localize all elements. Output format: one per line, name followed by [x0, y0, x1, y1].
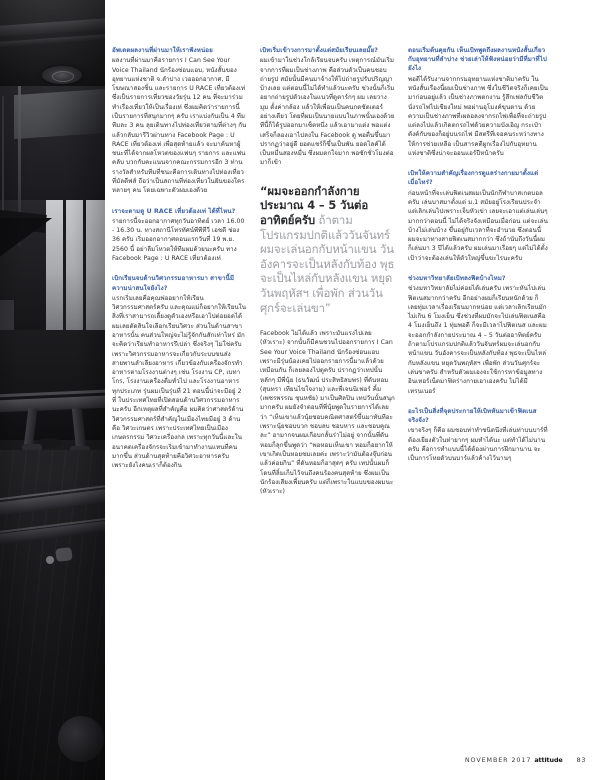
qa-block — [408, 407, 548, 464]
footer-magazine-brand: attitude — [534, 756, 563, 764]
question-heading: เบิทให้ความสำคัญเรื่องการดูแลร่างกายมาตั้งแต่เมื่อไหร่? — [408, 170, 539, 187]
question-heading: เบิกเรียนจบด้านวิศวกรรมอาหารมา สาขานี้มีความน่าสนใจยังไง? — [112, 275, 235, 292]
answer-paragraph: แรกเริ่มเลยคือคุณพ่ออยากให้เรียนวิศวกรรมศาสตร์ครับ และคุณแม่ก็อยากให้เรียนในสิ่งที่เราสามารถเลี้ยงดูตัวเองหรือเอาไปต่อยอดได้ ผมเลยตัดสินใจเลือกเรียนวิศวะ ส่วนในด้านสาขาอาหารนั้น คนส่วนใหญ่จะไม่รู้จักกันสักเท่าไหร่ มักจะคิดว่าเรียนทำอาหารรึเปล่า ซึ่งจริงๆ ไม่ใช่ครับ เพราะวิศวกรรมอาหารจะเกี่ยวกับระบบขนส่งสายพานลำเลียงอาหาร เกี่ยวข้องกับเครื่องจักรทำอาหารตามโรงงานต่างๆ เช่น โรงงาน CP, เบทาโกร, โรงงานเครื่องดื่มทั่วไป และโรงงานอาหารทุกประเภท รุ่นผมเป็นรุ่นที่ 21 ตอนนี้น่าจะมีอยู่ 2 ที่ ในประเทศไทยที่เปิดสอนด้านวิศวกรรมอาหารนะครับ อีกเหตุผลที่สำคัญคือ ผมคิดว่าศาสตร์ด้านวิศวกรรมศาสตร์ที่สำคัญในเมืองไทยมีอยู่ 3 ด้าน คือ วิศวะเกษตร เพราะประเทศไทยเป็นเมืองเกษตรกรรม วิศวะเครื่องกล เพราะทุกวันนี้และในอนาคตเครื่องจักรจะเริ่มเข้ามาทำงานแทนที่คนมากขึ้น ส่วนด้านสุดท้ายคือวิศวะอาหารครับ เพราะยังไงคนเราก็ต้องกิน — [112, 294, 247, 470]
photo-vignette — [0, 0, 105, 780]
answer-paragraph: เขาจริงๆ ก็คือ ผมชอบท่าทำชนิดนึงที่เล่นท่าบนบาร์ที่ต้องเยี่ยงตัวในท่ายากๆ ผมทำได้นะ แต่ทำได้ไม่นานครับ คือการทำแบบนี้ได้ต้องผ่านการฝึกมานาน จะเป็นการโหยตัวบนบาร์แล้วค้างไว้นานๆ — [408, 427, 548, 463]
question-heading: เราจะตามดู U RACE เที่ยวต้องเท่ ได้ที่ไหน? — [112, 207, 236, 215]
question-heading: ตอนเริ่มต้นคุยกัน เห็นเบิทพูดถึงผลงานหนังสั้นเกี่ยวกับอุทยานที่ลำปาง ช่วยเล่าให้ฟังหน่อยว่ามีที่มาที่ไปยังไง — [408, 47, 547, 73]
gym-interior-photo — [0, 0, 105, 780]
article-column-1 — [112, 46, 247, 481]
question-heading: เบิทเริ่มเข้าวงการมาตั้งแต่สมัยเรียนเลยมั๊ย? — [260, 47, 378, 54]
qa-block — [408, 274, 548, 396]
qa-block — [260, 329, 395, 496]
question-heading: อะไรเป็นสิ่งที่จุดประกายให้เบิทหันมาเข้าฟิตเนสจริงจัง? — [408, 407, 537, 425]
answer-paragraph: ผลงานที่ผ่านมาคือรายการ I Can See Your Voice Thailand นักร้องซ่อนแอบ, หนังสั้นของอุทยานแห่งชาติ จ.ลำปาง เวอออกอากาศ, มีโฆษณาสองชิ้น และรายการ U RACE เที่ยวต้องเท่ ซึ่งเป็นรายการเที่ยวของวัยรุ่น 12 คน ที่จะมาร่วมทำเรื่องเที่ยวให้เป็นเรื่องเท่ ซึ่งผมคิดว่ารายการนี้เป็นรายการที่สนุกมากๆ ครับ เราแบ่งกันเป็น 4 ทีม ทีมละ 3 คน ลุยเดินทางไปท่องเที่ยวตามที่ต่างๆ กัน แล้วกลับมารีวิวผ่านทาง Facebook Page : U RACE เที่ยวต้องเท่ เพื่อสุดท้ายแล้ว จะมาค้นหาผู้ชนะที่ได้จากผลโหวตของแฟนๆ รายการ และแฟนคลับ บวกกับคะแนนจากคณะกรรมการอีก 3 ท่าน รางวัลสำหรับทีมที่ชนะคือการเดินทางไปท่องเที่ยวที่มัลดีฟส์ ถือว่าเป็นสถานที่ท่องเที่ยวในฝันของใครหลายๆ คน โดยเฉพาะตัวผมเองด้วย — [112, 57, 247, 195]
answer-paragraph: Facebook ไม่ได้แล้ว เพราะมันแรงไปเลย (หัวเราะ) จากนั้นก็มีคนชวนไปออกรายการ I Can See Your Voice Thailand นักร้องซ่อนแอบ เพราะมีรุ่นน้องเคยไปออกรายการนี้มาแล้วด้วยเหมือนกัน ก็เลยลองไปดูครับ ปรากฏว่าเทปนั้นหลักๆ มีพี่นุ้ย (ธนวัฒน์ ประสิทธิสมพร) ที่ดันหอม (สุนทรา เทียนไขใจงาม) และพี่เจนนิเฟอร์ คิ้ม (เพชรพรรณ ชุนหชัย) มาเป็นศิลปิน เทปวันนั้นสนุกมากครับ ผมยังจำตอนที่พี่นุ้ยพูดในรายการได้เลยว่า “เห็นเขาแล้วนุ้ยชอบคณิตศาสตร์ขึ้นมาทันทีอะ เพราะนุ้ยชอบบวก ชอบลบ ชอบหาร และชอบคูณละ” ฮามากจนผมเกือบกลั้นร่าไม่อยู่ จากนั้นพี่ดันหอมก็ลุกขึ้นพูดว่า “พอหอมเห็นเขา หอมก็อยากให้เขาเกิดเป็นหอยชมเลยค่ะ เพราะว่ามันต้องจุ๊บก่อนแล้วค่อยกิน” ที่ดันหอมก็ฮาสุดๆ ครับ เทปนั้นผมก็โดนที่ลิ้มเก็บไว้จนถึงคนร้องคนสุดท้าย ซึ่งผมเป็นนักร้องเสียงเพี้ยนครับ แต่ก็เพราะในแบบของผมนะ (หัวเราะ) — [260, 330, 395, 496]
question-heading: ช่วงมหาวิทยาลัยเบิทลงฟิตบ้างไหม? — [408, 275, 506, 283]
qa-block — [112, 207, 247, 264]
article-column-3 — [408, 46, 548, 474]
answer-paragraph: ผมเข้ามาในช่วงใกล้เรียนจบครับ เหตุการณ์มันเริ่มจากการที่ผมเป็นช่างภาพ คือส่วนตัวเป็นคนชอบถ่ายรูป สมัยนั้นมีคนมาจ้างให้ไปถ่ายรูปรับปริญญาบ้างเลย แต่ตอนนี้ไม่ได้ทำแล้วนะครับ ช่วงนั้นก็เริ่มอยากถ่ายรูปตัวเองในแนวที่ดูตาร์กๆ ผม เลยวางมุม ตั้งค่ากล้อง แล้วให้เพื่อนเป็นคนกดชัตเตอร์อย่างเดียว โดยที่ผมเป็นนายแบบในภาพนั้นเองด้วย ทีนี้ก็ได้รูปออกมาเซ็ตหนึ่ง แล้วเอามาแต่ง พอแต่งเสร็จก็ลองเอาไปลงใน Facebook ดู พอตื่นขึ้นมาปรากฏว่าอยู่ดี ยอดแชร์ก็ขึ้นเป็นพัน ยอดไลค์ได้เป็นหมื่นสองหมื่น ซึ่งผมตกใจมาก พอซักชั่วโมงต่อมาก็เข้า — [260, 57, 395, 167]
answer-paragraph: ก่อนหน้าที่จะเล่นฟิตเนสผมเป็นนักกีฬาบาสเกตบอลครับ เล่นบาสมาตั้งแต่ ม.1 สมัยอยู่โรงเรียนประจำ แต่เลิกเล่นไปเพราะเจ็บหัวเข่า เลยจะเอาแต่เล่นเล่นๆ มากกว่าตอนนี้ ไม่ได้จริงจังเหมือนเมื่อก่อน แต่จะเล่นบ้างไม่เล่นบ้าง ขึ้นอยู่กับเวลาที่จะอำนวย ซึ่งตอนนี้ผมจะมาทางสายฟิตเนสมากกว่า ซึ่งถ้านับถึงวันนี้ผมก็เล่นมา 3 ปีได้แล้วครับ ผมเล่นมาเรื่อยๆ แต่ไม่ได้ตั้งเป้าว่าจะต้องเล่นให้ตัวใหญ่ขึ้นขะไรนะครับ — [408, 189, 548, 262]
answer-paragraph: ช่วงมหาวิทยาลัยไม่ค่อยได้เล่นครับ เพราะหันไปเล่นฟิตเนสมากกว่าครับ อีกอย่างผมก็เรียนหนักด้วย ก็เลยทุ่มเวลาเรื่องเรียนมากหน่อย แต่เวลาเลิกเรียนมักไม่เกิน 6 โมงเย็น ซึ่งช่วงที่ผมมักจะไปเล่นฟิตเนสคือ 4 โมงเย็นถึง 1 ทุ่มพอดี ก็จะมีเวลาไปฟิตเนส และผมจะออกกำลังกายประมาณ 4 – 5 วันต่ออาทิตย์ครับ ถ้าตามโปรแกรมปกติแล้ววันจันทร์ผมจะเล่นอกกับหน้าแขน วันอังคารจะเป็นหลังกับท้อง พุธจะเป็นไหล่กับหลังแขน หยุดวันพฤหัสฯ เพื่อพัก ส่วนวันศุกร์จะเล่นขาครับ สำหรับตัวผมเองจะใช้การหาข้อมูลทางอินเทอร์เน็ตมาฟิตร่างกายเอาเองครับ ไม่ได้มีเทรนเนอร์ — [408, 285, 547, 395]
article-body — [112, 46, 582, 746]
footer-page-number: 83 — [576, 756, 586, 764]
qa-block — [112, 46, 247, 196]
question-heading: อัพเดตผลงานที่ผ่านมาให้เราฟังหน่อย — [112, 47, 213, 54]
pull-quote — [260, 184, 395, 315]
pull-quote-emphasis: “ผมจะออกกำลังกายประมาณ 4 – 5 วันต่ออาทิตย์ครับ — [260, 183, 369, 227]
qa-block — [408, 46, 548, 158]
answer-paragraph: พอดีได้รับงานจากกรมอุทยานแห่งชาติมาครับ ในหนังสั้นเรื่องนี้ผมเป็นช่างภาพ ซึ่งในชีวิตจริงก็เคยเป็นมาก่อนอยู่แล้ว เป็นช่างภาพตกงาน รู้สึกเฟลกับชีวิต นั่งรถไฟไปเชียงใหม่ พอผ่านอุโมงค์ขุนตาน ด้วยความเป็นช่างภาพที่เผลอลงจากรถไฟเพื่อที่จะถ่ายรูป แต่ลงไปแล้วเกิดตกรถไฟด้วยความบังเอิญ กระเป๋าตังค์กับของก็อยู่บนรถไฟ มีสตรีที่เจอคนระหว่างทางให้การช่วยเหลือ เป็นสารคดีผูกเรื่องไปกับอุทยานแห่งชาติซึ่งน่าจะออนแอร์ปีหน้าครับ — [408, 75, 548, 157]
footer-issue-date: NOVEMBER 2017 — [464, 756, 532, 764]
qa-block — [112, 274, 247, 470]
qa-block — [408, 169, 548, 263]
pull-quote-continuation: ถ้าตามโปรแกรมปกติแล้ววันจันทร์ผมจะเล่นอกกับหน้าแขน วันอังคารจะเป็นหลังกับท้อง พุธจะเป็นไหล่กับหลังแขน หยุดวันพฤหัสฯ เพื่อพัก ส่วนวันศุกร์จะเล่นขา” — [260, 212, 395, 315]
page-footer — [0, 756, 586, 764]
qa-block — [260, 46, 395, 168]
article-column-2 — [260, 46, 395, 507]
answer-paragraph: รายการนี้จะออกอากาศทุกวันอาทิตย์ เวลา 16.00 - 16.30 น. ทางสถานีโทรทัศน์พีพีทีวี เอชดี ช่อง 36 ครับ เริ่มออกอากาศตอนแรกวันที่ 19 พ.ย. 2560 นี้ อย่าลืมโหวตให้ทีมผมด้วยนะครับ ทาง Facebook Page : U RACE เที่ยวต้องเท่ — [112, 217, 245, 263]
